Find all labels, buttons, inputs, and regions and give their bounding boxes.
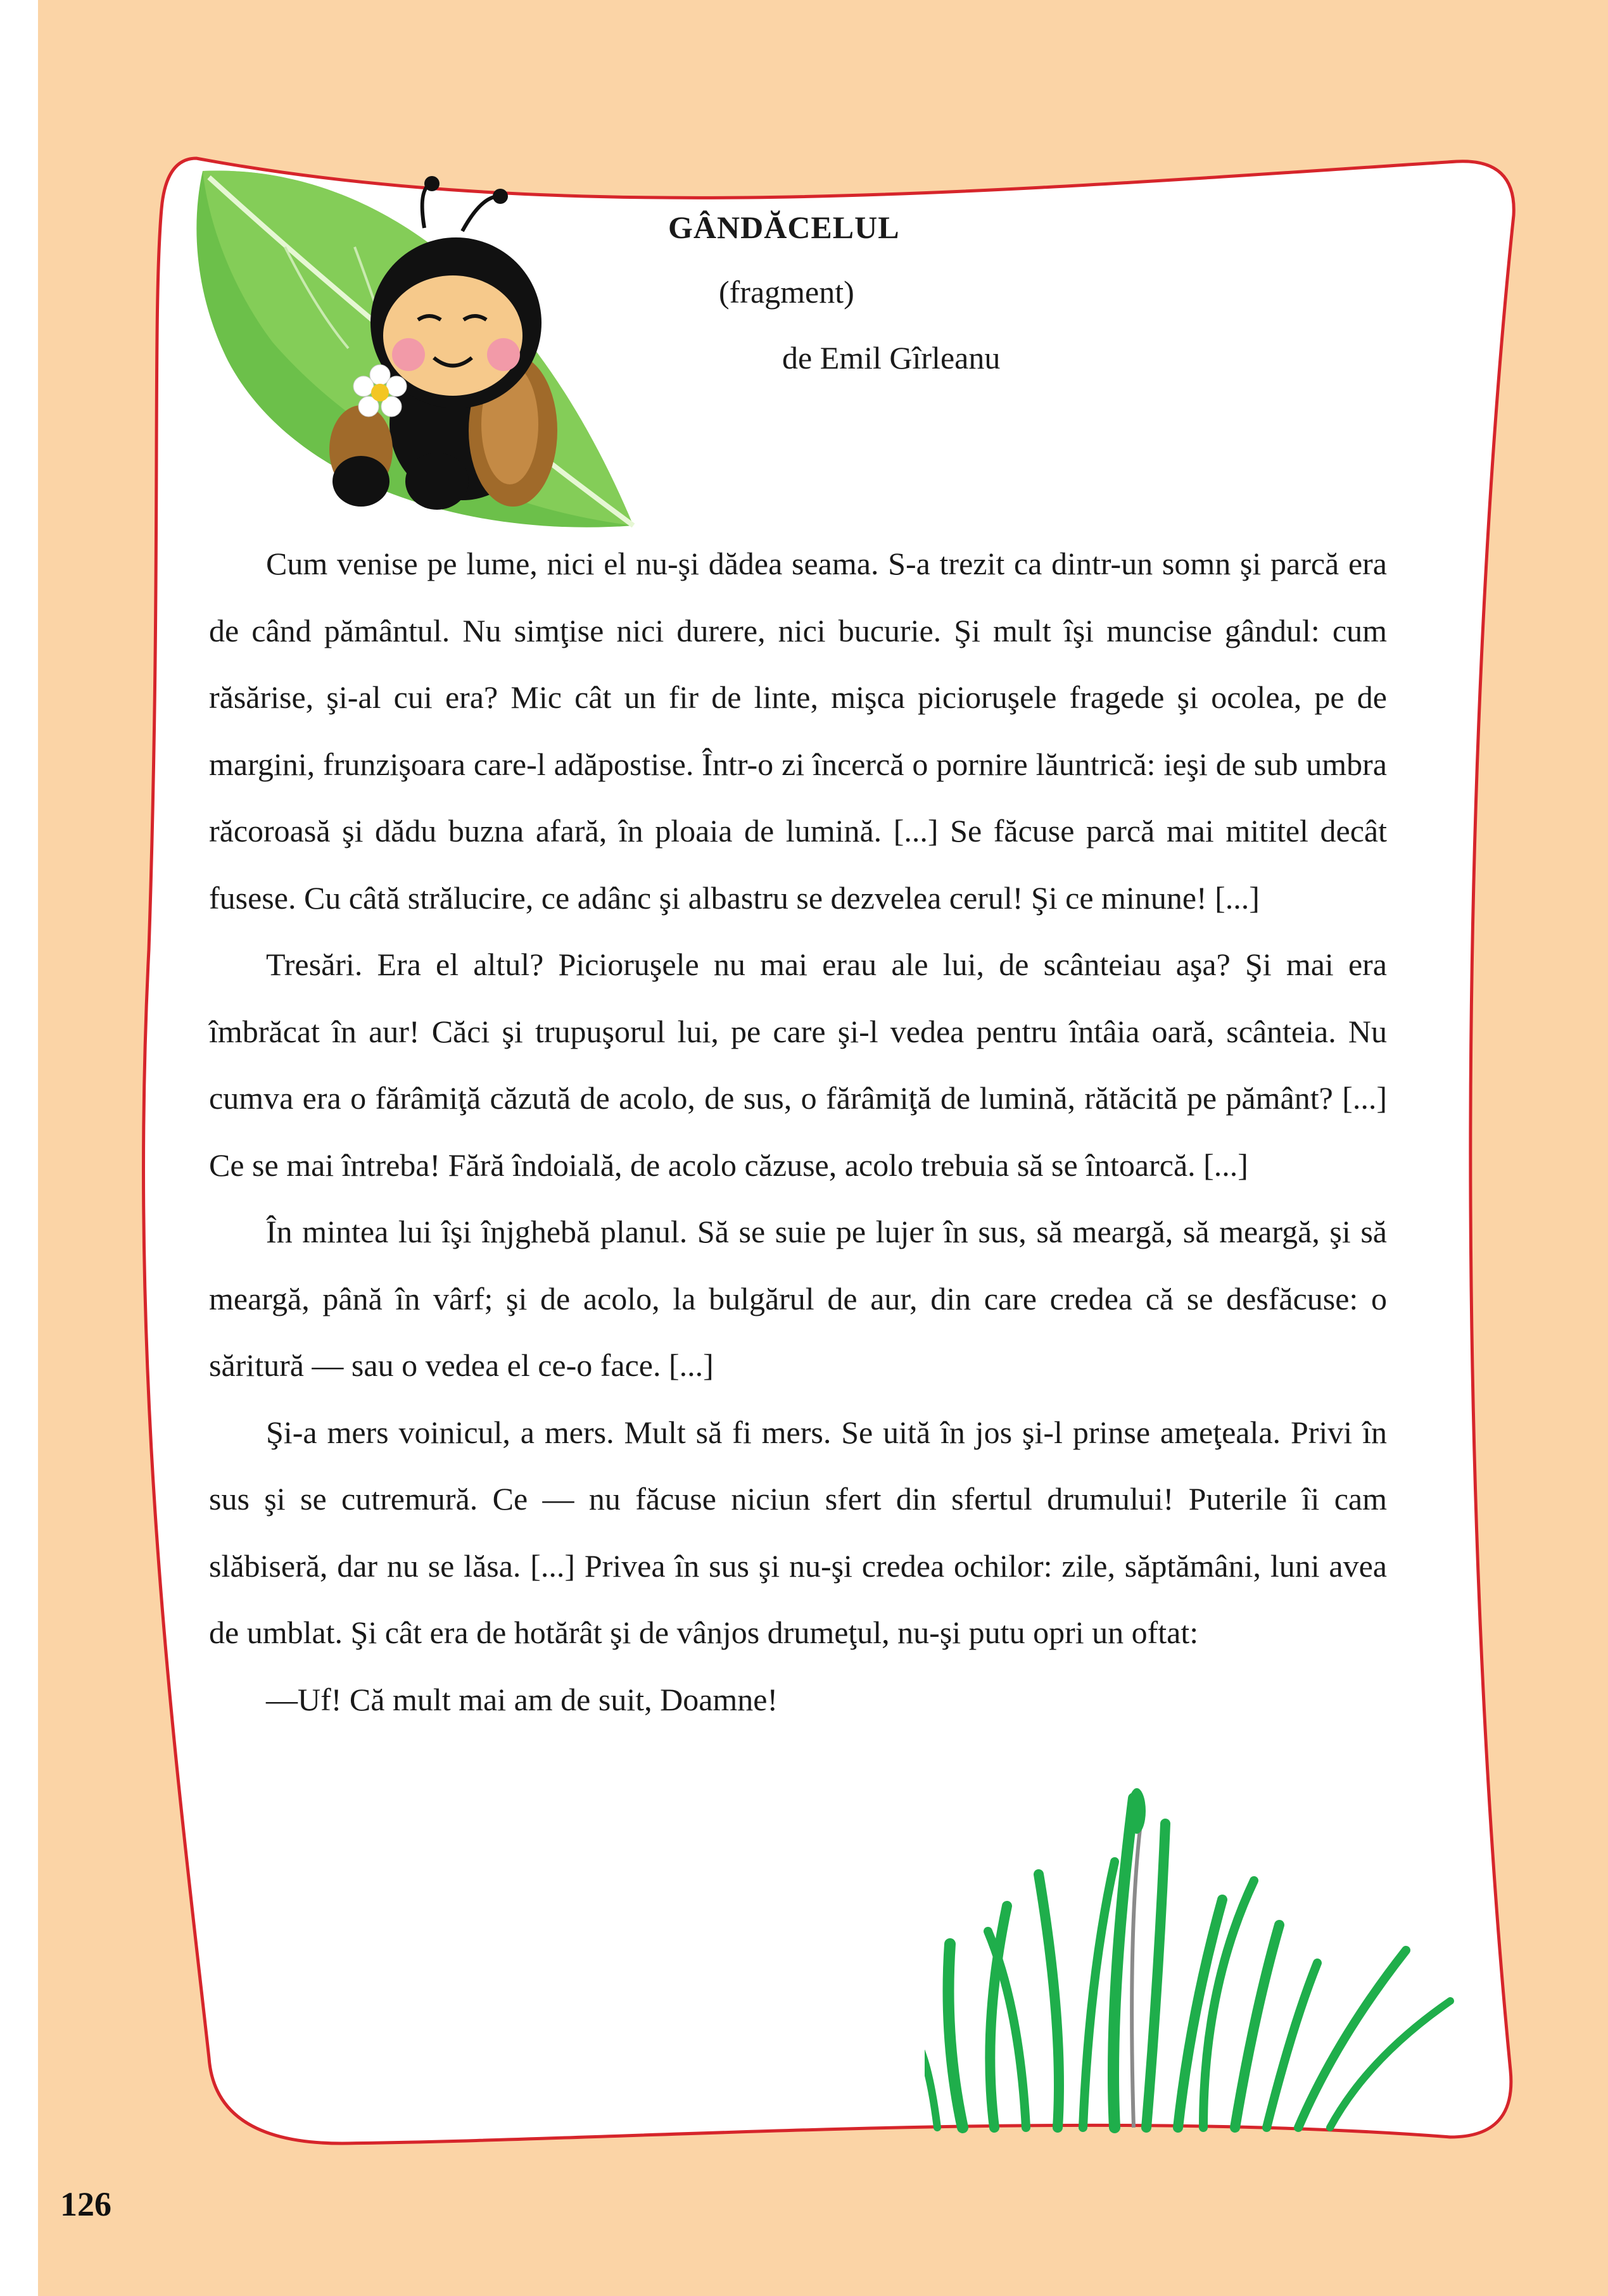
page-number: 126 [60,2185,111,2223]
leaf-with-beetle-illustration [190,152,646,532]
story-paragraph: Şi-a mers voinicul, a mers. Mult să fi mers. Se uită în jos şi-l prinse ameţeala. Privi în sus şi se cutremură. Ce — nu făcuse niciun sfert din sfertul drumului! Puterile îi cam slăbiseră, dar nu se lăsa. [...] Privea în sus şi nu-şi credea ochilor: zile, săptămâni, luni avea de umblat. Şi cât era de hotărât şi de vânjos drumeţul, nu-şi putu opri un oftat: [209,1414,1387,1650]
story-text [209,531,1387,1733]
story-author: de Emil Gîrleanu [782,340,1001,375]
story-title: GÂNDĂCELUL [668,210,900,245]
grass-illustration [925,1786,1469,2140]
story-paragraph: În mintea lui îşi înjghebă planul. Să se suie pe lujer în sus, să meargă, să meargă, şi să meargă, până în vârf; şi de acolo, la bulgărul de aur, din care credea că se desfăcuse: o săritură — sau o vedea el ce-o face. [...] [209,1214,1387,1383]
story-paragraph: Tresări. Era el altul? Picioruşele nu mai erau ale lui, de scânteiau aşa? Şi mai era îmbrăcat în aur! Căci şi trupuşorul lui, pe care şi-l vedea pentru întâia oară, scânteia. Nu cumva era o fărâmiţă căzută de acolo, de sus, o fărâmiţă de lumină, rătăcită pe pământ? [...] Ce se mai întreba! Fără îndoială, de acolo căzuse, acolo trebuia să se întoarcă. [...] [209,947,1387,1183]
story-paragraph: Cum venise pe lume, nici el nu-şi dădea seama. S-a trezit ca dintr-un somn şi parcă era de când pământul. Nu simţise nici durere, nici bucurie. Şi mult îşi muncise gândul: cum răsărise, şi-al cui era? Mic cât un fir de linte, mişca picioruşele fragede şi ocolea, pe de margini, frunzişoara care-l adăpostise. Într-o zi încercă o pornire lăuntrică: ieşi de sub umbra răcoroasă şi dădu buzna afară, în ploaia de lumină. [...] Se făcuse parcă mai mititel decât fusese. Cu câtă strălucire, ce adânc şi albastru se dezvelea cerul! Şi ce minune! [...] [209,546,1387,916]
story-subtitle: (fragment) [719,274,854,310]
story-paragraph: —Uf! Că mult mai am de suit, Doamne! [266,1681,778,1717]
